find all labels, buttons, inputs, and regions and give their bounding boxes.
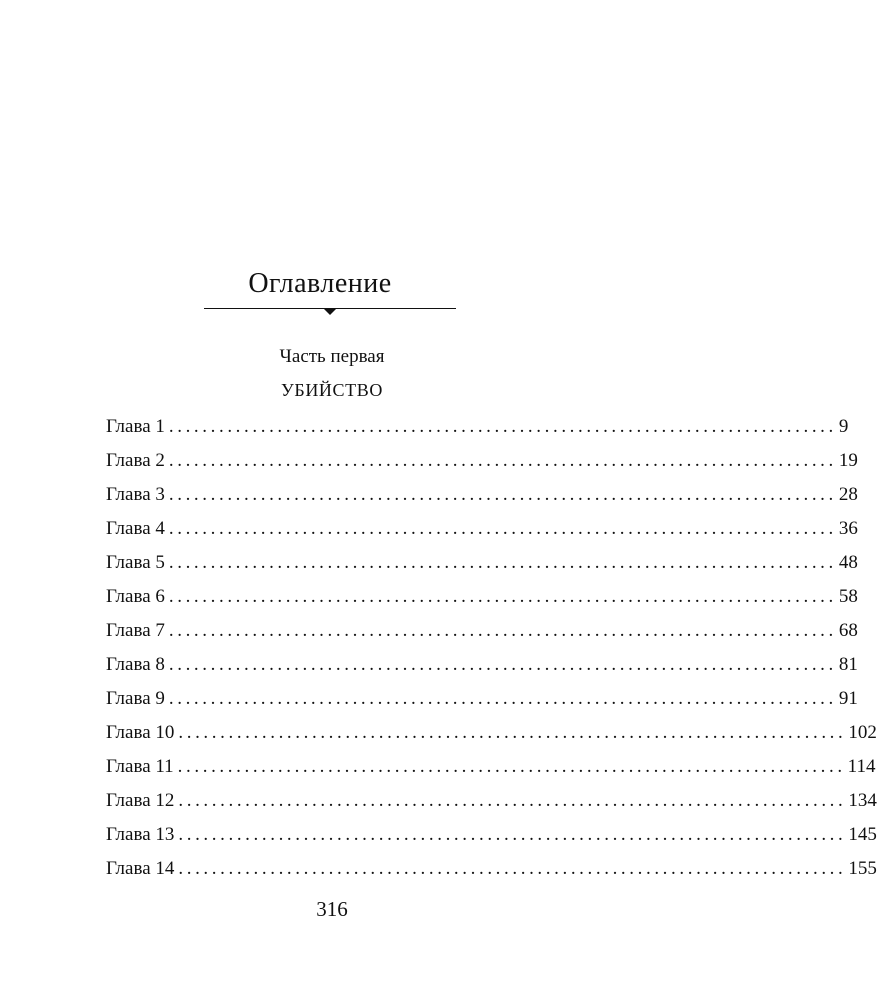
- toc-leader-dots: ................................................................................: [178, 722, 847, 743]
- toc-entry-label: Глава 14: [106, 858, 175, 879]
- toc-entry-page: 145: [848, 824, 877, 845]
- part-title: УБИЙСТВО: [281, 380, 383, 400]
- toc-leader-dots: ................................................................................: [168, 586, 837, 607]
- toc-entry-label: Глава 10: [106, 722, 175, 743]
- toc-leader-dots: ................................................................................: [168, 620, 837, 641]
- toc-leader-dots: ................................................................................: [178, 790, 847, 811]
- toc-entry-page: 9: [838, 416, 849, 437]
- toc-entry-page: 91: [838, 688, 858, 709]
- toc-entry[interactable]: [106, 686, 858, 720]
- page-number: 316: [316, 897, 348, 921]
- toc-leader-dots: ................................................................................: [177, 756, 846, 777]
- toc-entry-label: Глава 9: [106, 688, 165, 709]
- part-label: Часть первая: [279, 346, 385, 367]
- triangle-down-icon: [324, 309, 336, 315]
- toc-entry-label: Глава 11: [106, 756, 174, 777]
- toc-title: Оглавление: [248, 268, 392, 299]
- toc-entry[interactable]: [106, 482, 858, 516]
- toc-entry-page: 36: [838, 518, 858, 539]
- toc-entry-page: 28: [838, 484, 858, 505]
- toc-entry[interactable]: [106, 516, 858, 550]
- toc-entry-label: Глава 5: [106, 552, 165, 573]
- toc-entry-page: 134: [848, 790, 877, 811]
- toc-leader-dots: ................................................................................: [178, 858, 847, 879]
- toc-entry-page: 155: [848, 858, 877, 879]
- toc-entry-page: 102: [848, 722, 877, 743]
- toc-leader-dots: ................................................................................: [168, 416, 837, 437]
- toc-entry[interactable]: [106, 550, 858, 584]
- toc-leader-dots: ................................................................................: [168, 688, 837, 709]
- toc-entry-label: Глава 7: [106, 620, 165, 641]
- toc-entry[interactable]: [106, 414, 849, 448]
- toc-entry-page: 19: [838, 450, 858, 471]
- toc-entry[interactable]: [106, 788, 877, 822]
- toc-entry[interactable]: [106, 754, 876, 788]
- toc-entry-page: 68: [838, 620, 858, 641]
- toc-entry-label: Глава 4: [106, 518, 165, 539]
- toc-entry[interactable]: [106, 652, 858, 686]
- toc-entry[interactable]: [106, 618, 858, 652]
- toc-leader-dots: ................................................................................: [168, 552, 837, 573]
- toc-entry[interactable]: [106, 584, 858, 618]
- toc-entry-label: Глава 13: [106, 824, 175, 845]
- toc-entry[interactable]: [106, 720, 877, 754]
- toc-entry-label: Глава 12: [106, 790, 175, 811]
- toc-entry-label: Глава 6: [106, 586, 165, 607]
- toc-leader-dots: ................................................................................: [168, 450, 837, 471]
- toc-leader-dots: ................................................................................: [168, 654, 837, 675]
- toc-list: [106, 414, 877, 890]
- toc-entry[interactable]: [106, 822, 877, 856]
- toc-entry-page: 114: [847, 756, 876, 777]
- toc-entry[interactable]: [106, 448, 858, 482]
- toc-leader-dots: ................................................................................: [178, 824, 847, 845]
- toc-entry-label: Глава 8: [106, 654, 165, 675]
- toc-entry-page: 48: [838, 552, 858, 573]
- toc-leader-dots: ................................................................................: [168, 518, 837, 539]
- toc-entry-label: Глава 2: [106, 450, 165, 471]
- toc-entry-label: Глава 3: [106, 484, 165, 505]
- toc-leader-dots: ................................................................................: [168, 484, 837, 505]
- toc-entry-page: 81: [838, 654, 858, 675]
- toc-entry[interactable]: [106, 856, 877, 890]
- toc-entry-page: 58: [838, 586, 858, 607]
- toc-entry-label: Глава 1: [106, 416, 165, 437]
